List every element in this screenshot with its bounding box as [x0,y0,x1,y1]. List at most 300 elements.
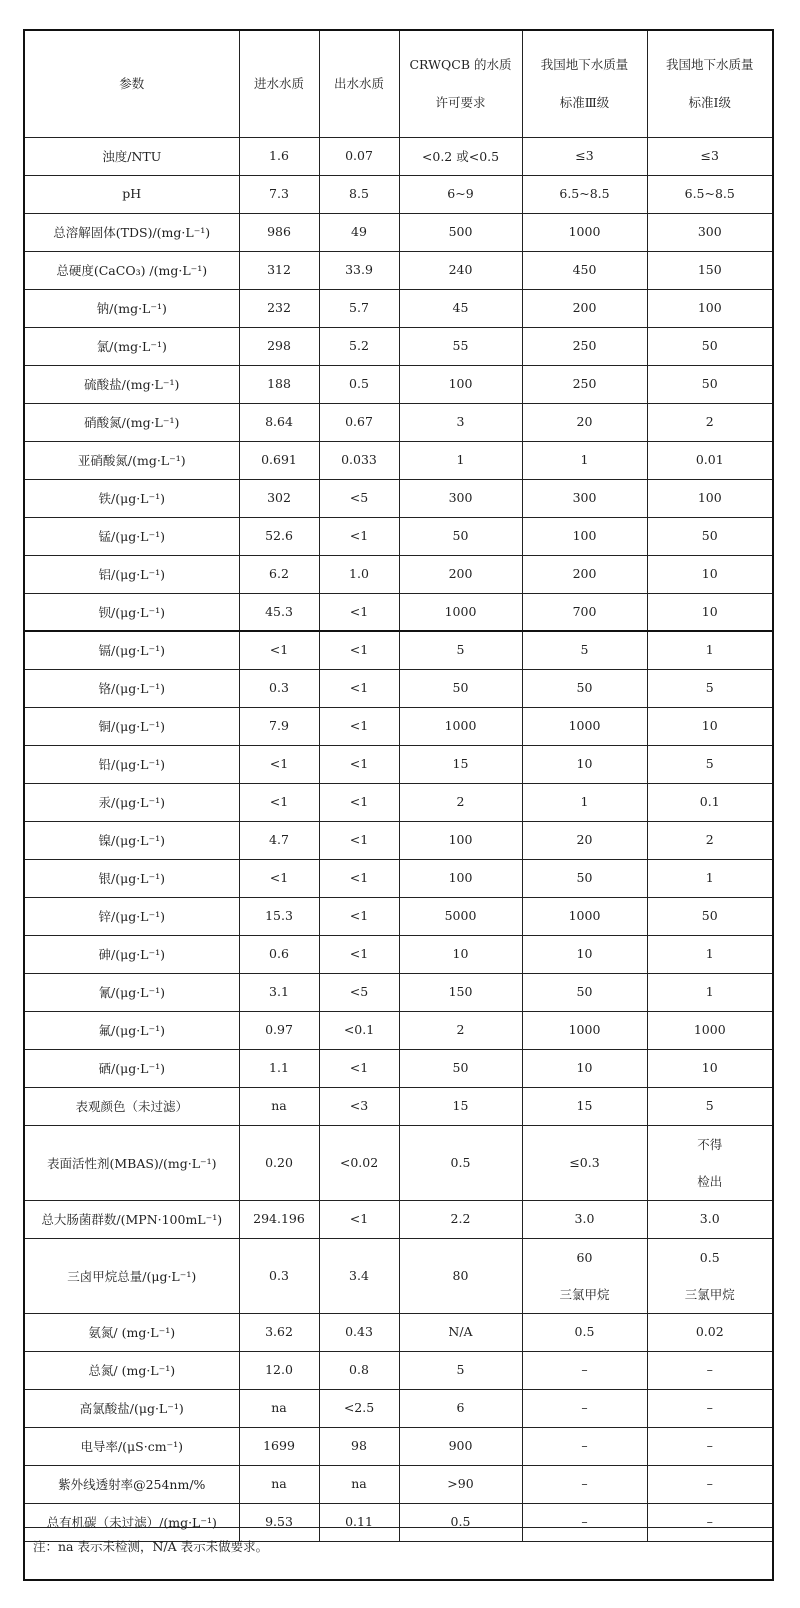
cell-text: 49 [351,224,367,240]
cell-text: 0.691 [261,452,297,468]
cell-text: 20 [576,414,593,430]
cell-text: 50 [701,528,718,544]
value-cell [522,175,647,213]
value-cell [319,1351,399,1389]
value-cell [522,745,647,783]
value-cell [399,479,522,517]
param-cell [25,403,239,441]
value-cell [239,137,319,175]
cell-text: 1699 [263,1438,295,1454]
table-row [25,973,772,1011]
value-cell [239,669,319,707]
cell-text: 50 [701,376,718,392]
value-cell [522,1238,647,1313]
value-cell [239,403,319,441]
value-cell [319,1503,399,1541]
cell-text: 312 [267,262,291,278]
value-cell [319,935,399,973]
table-row [25,783,772,821]
value-cell [239,1503,319,1541]
value-cell [522,1427,647,1465]
cell-text: – [706,1476,713,1492]
table-row [25,441,772,479]
cell-text: <1 [349,946,369,962]
cell-text: 0.5 [450,1154,471,1170]
value-cell [319,137,399,175]
cell-text: 298 [267,338,291,354]
value-cell [647,707,772,745]
cell-text: 银/(μg·L⁻¹) [98,871,165,886]
value-cell [399,593,522,631]
cell-text: 标准Ⅰ级 [688,94,731,110]
value-cell [399,213,522,251]
value-cell [399,1087,522,1125]
param-cell [25,1389,239,1427]
table-row [25,859,772,897]
value-cell [522,555,647,593]
param-cell [25,745,239,783]
value-cell [647,745,772,783]
cell-text: 100 [697,300,722,316]
cell-text: 8.64 [265,414,293,430]
cell-text: 5.7 [349,300,369,316]
cell-text: 200 [572,300,597,316]
value-cell [647,935,772,973]
cell-text: 钡/(μg·L⁻¹) [98,604,165,620]
value-cell [522,1200,647,1238]
cell-text: 0.07 [345,148,373,164]
cell-text: 7.9 [269,718,289,734]
value-cell [319,1011,399,1049]
value-cell [399,1503,522,1541]
value-cell [239,1200,319,1238]
value-cell [319,745,399,783]
cell-text: 250 [572,338,597,354]
value-cell [319,1125,399,1200]
value-cell [647,1238,772,1313]
cell-text: 50 [701,338,718,354]
cell-text: 8.5 [349,186,369,202]
value-cell [647,859,772,897]
cell-text: 1000 [568,224,601,240]
value-cell [522,783,647,821]
value-cell [399,1389,522,1427]
cell-text: 0.3 [269,680,289,696]
cell-text: 3.62 [265,1324,293,1340]
cell-text: 1000 [568,1022,601,1038]
value-cell [239,175,319,213]
cell-text: 2 [456,794,465,810]
cell-text: 3 [456,414,465,430]
cell-text: 铁/(μg·L⁻¹) [98,491,165,506]
cell-text: 10 [701,1060,718,1076]
param-cell [25,593,239,631]
water-quality-table [25,31,772,1542]
param-cell [25,289,239,327]
table-row [25,1087,772,1125]
value-cell [239,479,319,517]
cell-text: na [271,1400,287,1416]
table-row [25,555,772,593]
value-cell [647,821,772,859]
param-cell [25,137,239,175]
param-cell [25,251,239,289]
cell-text: 5 [705,680,714,696]
table-row [25,1049,772,1087]
cell-text: 5 [456,1362,465,1378]
table-row [25,745,772,783]
table-row [25,1200,772,1238]
value-cell [522,821,647,859]
value-cell [647,1125,772,1200]
value-cell [647,137,772,175]
cell-text: 50 [576,984,593,1000]
cell-text: 52.6 [265,528,293,544]
value-cell [647,365,772,403]
param-cell [25,1011,239,1049]
value-cell [399,365,522,403]
cell-text: 2 [705,832,714,848]
header-cell [399,31,522,137]
cell-text: <1 [349,756,369,772]
value-cell [522,669,647,707]
cell-text: 60 [576,1249,593,1265]
cell-text: 总氮/ (mg·L⁻¹) [88,1363,176,1378]
cell-text: <1 [349,603,369,619]
table-row [25,631,772,669]
value-cell [399,783,522,821]
cell-text: 亚硝酸氮/(mg·L⁻¹) [77,453,186,468]
value-cell [522,213,647,251]
cell-text: 氰/(μg·L⁻¹) [98,985,165,1000]
value-cell [239,1351,319,1389]
value-cell [239,1389,319,1427]
cell-text: 5000 [444,908,477,924]
cell-text: 12.0 [265,1362,293,1378]
value-cell [647,555,772,593]
cell-text: 3.1 [269,984,289,1000]
cell-text: 250 [572,376,597,392]
cell-text: 0.67 [345,414,373,430]
value-cell [399,1313,522,1351]
header-cell [647,31,772,137]
cell-text: 0.97 [265,1022,293,1038]
cell-text: 镉/(μg·L⁻¹) [98,643,165,659]
cell-text: 15 [576,1098,593,1114]
cell-text: 15 [452,756,469,772]
value-cell [319,403,399,441]
value-cell [239,593,319,631]
param-cell [25,1087,239,1125]
cell-text: 10 [576,756,593,772]
value-cell [647,1011,772,1049]
value-cell [239,1011,319,1049]
value-cell [522,1351,647,1389]
cell-text: 10 [452,946,469,962]
cell-text: 6~9 [447,186,474,202]
table-row [25,1465,772,1503]
value-cell [522,631,647,669]
cell-text: 氨氮/ (mg·L⁻¹) [88,1325,176,1340]
cell-text: ≤0.3 [569,1154,600,1170]
cell-text: 三氯甲烷 [559,1286,610,1302]
cell-text: 700 [572,603,597,619]
value-cell [239,1465,319,1503]
param-cell [25,859,239,897]
cell-text: 检出 [697,1173,723,1189]
cell-text: 1000 [693,1022,726,1038]
param-cell [25,1238,239,1313]
value-cell [319,441,399,479]
param-cell [25,935,239,973]
cell-text: 0.5 [450,1514,471,1530]
cell-text: 1.6 [269,148,289,164]
value-cell [319,631,399,669]
cell-text: 三卤甲烷总量/(μg·L⁻¹) [67,1268,197,1284]
cell-text: 100 [448,870,473,886]
value-cell [647,1313,772,1351]
value-cell [647,517,772,555]
cell-text: <1 [349,908,369,924]
cell-text: 进水水质 [253,75,304,91]
value-cell [399,935,522,973]
param-cell [25,631,239,669]
value-cell [647,327,772,365]
cell-text: 锰/(μg·L⁻¹) [98,529,165,544]
cell-text: 1 [705,946,714,962]
value-cell [522,897,647,935]
cell-text: 表观颜色（未过滤） [75,1099,188,1114]
cell-text: 5 [456,642,465,658]
value-cell [647,213,772,251]
cell-text: 300 [697,224,722,240]
value-cell [399,745,522,783]
param-cell [25,1313,239,1351]
value-cell [522,251,647,289]
value-cell [399,821,522,859]
value-cell [647,289,772,327]
cell-text: 许可要求 [435,94,486,110]
cell-text: 氟/(μg·L⁻¹) [98,1023,165,1038]
value-cell [647,1087,772,1125]
table-row [25,137,772,175]
cell-text: 汞/(μg·L⁻¹) [98,795,165,810]
cell-text: – [581,1514,588,1530]
cell-text: <1 [349,642,369,658]
value-cell [239,555,319,593]
cell-text: 1 [705,984,714,1000]
cell-text: 7.3 [269,186,289,202]
cell-text: pH [122,186,142,202]
cell-text: 10 [576,1060,593,1076]
cell-text: – [706,1400,713,1416]
cell-text: <0.02 [339,1154,379,1170]
header-cell [319,31,399,137]
value-cell [239,935,319,973]
value-cell [399,1427,522,1465]
value-cell [319,365,399,403]
cell-text: 0.11 [345,1514,373,1530]
table-row [25,1011,772,1049]
cell-text: 氯/(mg·L⁻¹) [96,339,167,354]
cell-text: 电导率/(μS·cm⁻¹) [80,1439,184,1454]
table-row [25,1238,772,1313]
table-row [25,251,772,289]
cell-text: 45 [452,300,469,316]
value-cell [239,289,319,327]
value-cell [647,1427,772,1465]
value-cell [319,859,399,897]
param-cell [25,479,239,517]
value-cell [239,327,319,365]
table-row [25,669,772,707]
cell-text: 5.2 [349,338,369,354]
value-cell [239,821,319,859]
value-cell [239,973,319,1011]
value-cell [239,745,319,783]
value-cell [239,441,319,479]
value-cell [647,783,772,821]
param-cell [25,1465,239,1503]
value-cell [319,707,399,745]
value-cell [399,327,522,365]
param-cell [25,175,239,213]
value-cell [319,821,399,859]
value-cell [399,973,522,1011]
param-cell [25,897,239,935]
table-row [25,517,772,555]
param-cell [25,1200,239,1238]
cell-text: 1 [580,452,589,468]
cell-text: 2 [705,414,714,430]
param-cell [25,973,239,1011]
value-cell [522,517,647,555]
table-row [25,593,772,631]
value-cell [239,1313,319,1351]
cell-text: 0.02 [695,1324,724,1340]
cell-text: 0.3 [269,1267,289,1283]
value-cell [647,593,772,631]
cell-text: 55 [452,338,469,354]
param-cell [25,1049,239,1087]
cell-text: 总溶解固体(TDS)/(mg·L⁻¹) [53,225,211,240]
param-cell [25,441,239,479]
value-cell [522,1049,647,1087]
cell-text: 1.1 [269,1060,289,1076]
cell-text: ≤3 [575,148,594,164]
value-cell [319,1049,399,1087]
table-row [25,1351,772,1389]
value-cell [319,1389,399,1427]
value-cell [239,1427,319,1465]
cell-text: <0.2 或<0.5 [421,149,500,164]
value-cell [522,403,647,441]
table-row [25,403,772,441]
param-cell [25,1125,239,1200]
cell-text: <1 [269,870,289,886]
value-cell [239,631,319,669]
param-cell [25,1351,239,1389]
cell-text: – [581,1362,588,1378]
value-cell [399,251,522,289]
param-cell [25,1503,239,1541]
cell-text: 高氯酸盐/(μg·L⁻¹) [79,1401,184,1416]
cell-text: <5 [349,984,369,1000]
cell-text: 50 [701,908,718,924]
value-cell [239,1049,319,1087]
cell-text: 98 [351,1438,367,1454]
cell-text: 15 [452,1098,469,1114]
table-row [25,821,772,859]
cell-text: N/A [448,1324,473,1340]
value-cell [399,289,522,327]
cell-text: 5 [705,1098,714,1114]
table-row [25,213,772,251]
cell-text: 我国地下水质量 [540,56,629,72]
value-cell [399,1125,522,1200]
table-row [25,1427,772,1465]
value-cell [647,1200,772,1238]
cell-text: <1 [269,756,289,772]
cell-text: 6 [456,1400,465,1416]
cell-text: 50 [452,680,469,696]
table-row [25,1125,772,1200]
table-row [25,479,772,517]
cell-text: <1 [349,528,369,544]
cell-text: 标准Ⅲ级 [559,94,610,110]
value-cell [522,1125,647,1200]
cell-text: 9.53 [265,1514,293,1530]
cell-text: 240 [448,262,473,278]
cell-text: 500 [448,224,473,240]
cell-text: 2 [456,1022,465,1038]
cell-text: 1000 [568,908,601,924]
value-cell [319,1427,399,1465]
value-cell [399,403,522,441]
value-cell [319,213,399,251]
cell-text: 1 [705,642,714,658]
cell-text: 不得 [697,1136,723,1152]
value-cell [319,251,399,289]
cell-text: 100 [572,528,597,544]
cell-text: 986 [267,224,291,240]
value-cell [319,783,399,821]
value-cell [522,1503,647,1541]
cell-text: 300 [448,490,473,506]
table-row [25,289,772,327]
value-cell [522,1011,647,1049]
value-cell [239,783,319,821]
value-cell [647,1503,772,1541]
value-cell [399,441,522,479]
cell-text: <1 [269,642,289,658]
cell-text: 3.4 [349,1267,369,1283]
value-cell [647,631,772,669]
cell-text: <1 [269,794,289,810]
cell-text: – [706,1514,713,1530]
table-row [25,1503,772,1541]
cell-text: <1 [349,794,369,810]
note-divider [25,1527,772,1528]
table-row [25,1313,772,1351]
cell-text: 188 [267,376,291,392]
value-cell [319,1200,399,1238]
cell-text: <1 [349,1060,369,1076]
cell-text: 0.01 [695,452,724,468]
cell-text: 硫酸盐/(mg·L⁻¹) [84,377,180,392]
value-cell [239,213,319,251]
table-row [25,897,772,935]
